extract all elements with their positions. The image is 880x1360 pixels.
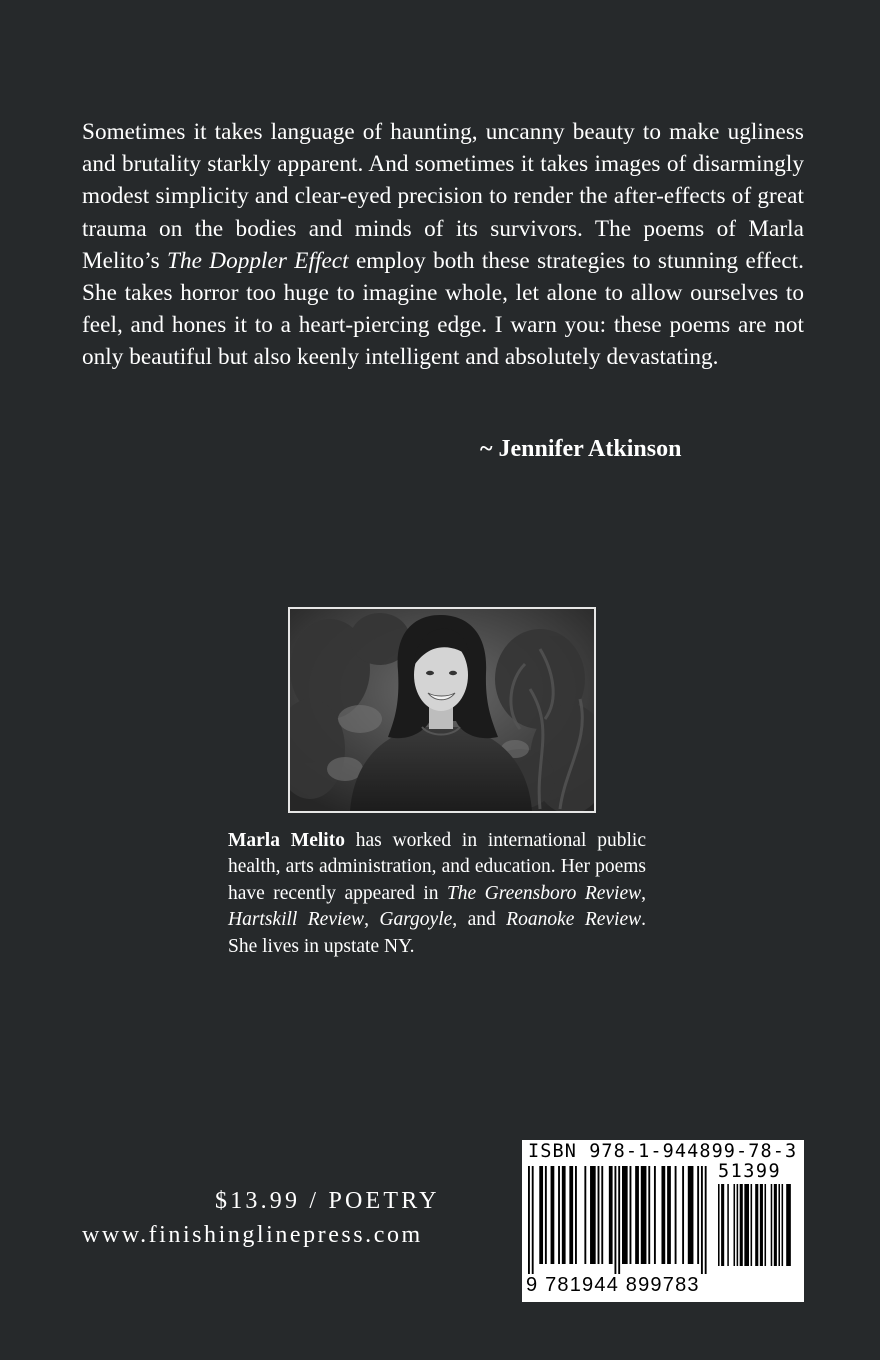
bio-text-1: has worked in international public health, arts administration, and education. Her poems have recently appeared in — [228, 830, 646, 904]
journal-greensboro-review: The Greensboro Review — [446, 882, 642, 904]
journal-gargoyle: Gargoyle — [379, 909, 453, 931]
barcode-bar — [569, 1166, 573, 1264]
barcode-bar — [737, 1184, 739, 1266]
barcode-bar — [675, 1166, 677, 1264]
blurb-attribution: ~ Jennifer Atkinson — [480, 436, 682, 462]
barcode-bar — [575, 1166, 577, 1264]
blurb-text-1: Sometimes it takes language of haunting, uncanny beauty to make ugliness and brutality starkly apparent. And sometimes it takes images of disarmingly modest simplicity and clear-eyed precision to render the after-effects of great trauma on the bodies and minds of its survivors. The poems of Marla Melito’s — [82, 119, 804, 274]
barcode-bar — [562, 1166, 566, 1264]
author-name: Marla Melito — [228, 830, 345, 851]
addon-bars — [718, 1184, 798, 1276]
barcode-bar — [584, 1166, 586, 1264]
blurb-text-2: employ both these strategies to stunning effect. She takes horror too huge to imagine whole, let alone to allow ourselves to feel, and hones it to a heart-piercing edge. I warn you: these poems are not only beautiful but also keenly intelligent and absolutely devastating. — [82, 247, 805, 371]
journal-roanoke-review: Roanoke Review — [506, 909, 642, 931]
barcode-bar — [635, 1166, 639, 1264]
barcode-bar — [727, 1184, 729, 1266]
isbn-label: ISBN 978-1-944899-78-3 — [528, 1141, 798, 1162]
publisher-website: www.finishinglinepress.com — [82, 1222, 423, 1248]
barcode-bar — [661, 1166, 665, 1264]
barcode-bar — [551, 1166, 555, 1264]
journal-hartskill-review: Hartskill Review — [228, 909, 365, 931]
ean-bars — [528, 1166, 712, 1274]
barcode-bar — [765, 1184, 767, 1266]
barcode-bar — [641, 1166, 647, 1264]
barcode-bar — [705, 1166, 707, 1274]
barcode-bar — [740, 1184, 743, 1266]
barcode-bar — [630, 1166, 632, 1264]
barcode-bar — [760, 1184, 763, 1266]
barcode-bar — [682, 1166, 684, 1264]
barcode-bar — [755, 1184, 758, 1266]
barcode-bar — [718, 1184, 720, 1266]
barcode-bar — [558, 1166, 560, 1264]
barcode-bar — [654, 1166, 656, 1264]
bio-text-2: . She lives in upstate NY. — [228, 909, 646, 957]
barcode-bar — [532, 1166, 534, 1274]
barcode-bar — [622, 1166, 628, 1264]
author-portrait-image — [290, 609, 594, 811]
barcode-bar — [590, 1166, 596, 1264]
price-category: $13.99 / POETRY — [215, 1188, 440, 1214]
barcode-bar — [774, 1184, 777, 1266]
barcode-bar — [751, 1184, 753, 1266]
barcode-digits: 9 781944 899783 — [526, 1274, 700, 1296]
author-bio — [228, 828, 646, 960]
bio-separator-3: , and — [452, 909, 507, 931]
author-photo — [288, 607, 596, 813]
barcode-price-code: 51399 — [718, 1161, 782, 1182]
barcode-bar — [782, 1184, 784, 1266]
barcode-bar — [744, 1184, 749, 1266]
isbn-barcode — [522, 1140, 804, 1302]
barcode-bar — [778, 1184, 780, 1266]
barcode-bar — [648, 1166, 650, 1264]
barcode-bar — [697, 1166, 699, 1264]
barcode-bar — [528, 1166, 530, 1274]
bio-separator-1: , — [641, 882, 646, 904]
barcode-bar — [539, 1166, 543, 1264]
barcode-bar — [721, 1184, 724, 1266]
book-title: The Doppler Effect — [167, 247, 349, 274]
barcode-bar — [614, 1166, 616, 1274]
barcode-bar — [771, 1184, 773, 1266]
back-cover-blurb — [82, 116, 804, 374]
barcode-bar — [545, 1166, 547, 1264]
barcode-bar — [734, 1184, 736, 1266]
barcode-bar — [598, 1166, 600, 1264]
barcode-bar — [618, 1166, 620, 1274]
barcode-bar — [667, 1166, 671, 1264]
barcode-bar — [609, 1166, 613, 1264]
barcode-bar — [688, 1166, 694, 1264]
bio-separator-2: , — [364, 909, 380, 931]
barcode-bar — [786, 1184, 791, 1266]
barcode-bar — [601, 1166, 603, 1264]
barcode-bar — [701, 1166, 703, 1274]
